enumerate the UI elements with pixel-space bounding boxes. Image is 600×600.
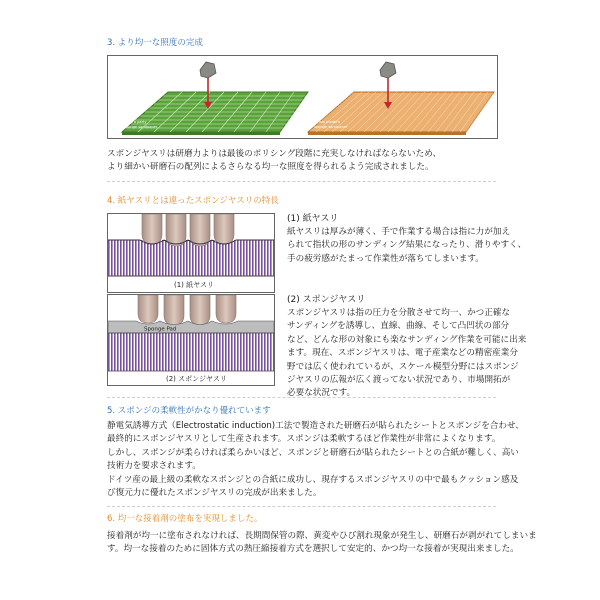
- section6-heading: 6. 均一な接着剤の塗布を実現しました。: [107, 514, 263, 524]
- section5-body: 静電気誘導方式（Electrostatic induction)工法で製造された研磨石が貼られたシートとスポンジを合わせ、 最終的にスポンジヤスリとして生産されます。スポンジは柔軟するほど作業性が非常によくなります。 しかし、スポンジが柔らければ柔らかいほど、スポンジと研磨石が貼られたシートとの合紙が難しく、高い 技術力を要求されます。 ドイツ産の最上級の柔軟なスポンジとの合紙に成功し、現存するスポンジヤスリの中で最もクッション感及 び復元力に優れたスポンジヤスリの完成が出来ました。: [107, 421, 524, 499]
- infinis-label: Infinis model's sponge sandpaper: [314, 120, 348, 129]
- divider: [107, 181, 496, 182]
- divider: [107, 397, 496, 398]
- paper-sandpaper-title: (1) 紙ヤスリ: [287, 214, 339, 224]
- paper-sandpaper-caption: (1) 紙ヤスリ: [174, 281, 215, 289]
- surface-comparison-figure: [107, 55, 498, 139]
- section3-heading: 3. より均一な照度の完成: [107, 38, 203, 48]
- finger-icon: [138, 295, 236, 325]
- section4-heading: 4. 紙ヤスリとは違ったスポンジヤスリの特長: [107, 196, 279, 206]
- sponge-sandpaper-caption: (2) スポンジヤスリ: [166, 375, 227, 383]
- paper-sandpaper-figure: [107, 213, 275, 293]
- paper-sandpaper-text: 紙ヤスリは厚みが薄く、手で作業する場合は指に力が加え られて指状の形のサンディング結果になったり、滑りやすく、 手の疲労感がたまって作業性が落ちてしまいます。: [287, 227, 527, 264]
- sponge-sandpaper-text: スポンジヤスリは指の圧力を分散させて均一、かつ正確な サンディングを誘導し、直線、曲線、そして凸凹状の部分 など、どんな形の対象にも楽なサンディング作業を可能に出来 ます。現在、スポンジヤスリは、電子産業などの精密産業分 野では広く使われているが、スケール模型分野にはスポンジ ジヤスリの広報が広く渡ってない状況であり、市場開拓が 必要な状況です。: [287, 308, 527, 399]
- third-party-label: A third party sponge sandpaper: [124, 120, 158, 129]
- sponge-pad-label: Sponge Pad: [144, 326, 177, 333]
- section3-body: スポンジヤスリは研磨力よりは最後のポリシング段階に充実しなければならないため、 より細かい研磨石の配列によるさらなる均一な照度を得られるよう完成されました。: [107, 149, 442, 173]
- divider: [107, 506, 496, 507]
- sponge-sandpaper-figure: [107, 294, 275, 386]
- sponge-sandpaper-title: (2) スポンジヤスリ: [287, 295, 366, 305]
- section6-body: 接着剤が均一に塗布されなければ、長期間保管の際、黄変やひび割れ現象が発生し、研磨石が剥がれてしまいま す。均一な接着のために固体方式の熱圧縮接着方式を選択して安定的、かつ均一な接着が実現出来ました。: [107, 531, 537, 555]
- section5-heading: 5. スポンジの柔軟性がかなり優れています: [107, 406, 271, 416]
